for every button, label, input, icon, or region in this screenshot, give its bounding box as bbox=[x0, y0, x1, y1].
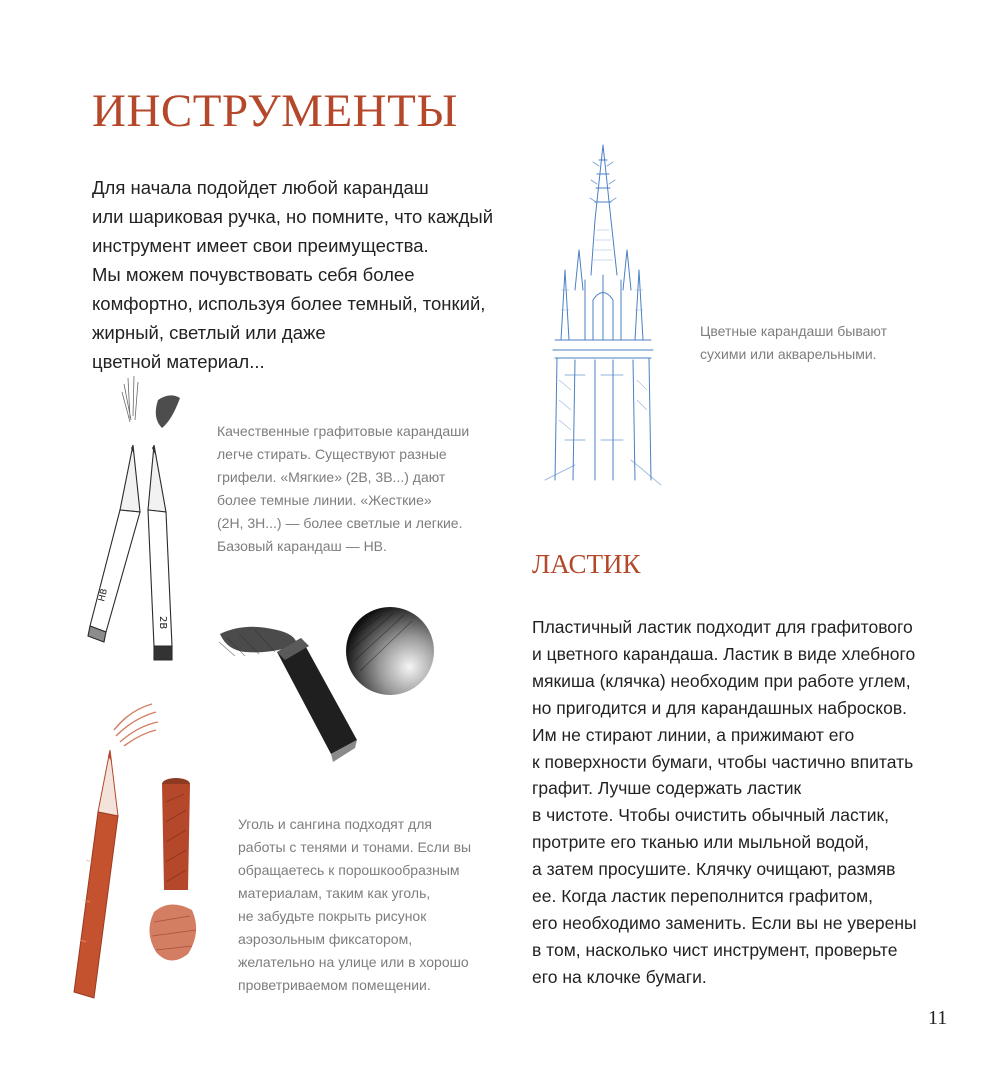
charcoal-sanguine-caption bbox=[238, 813, 471, 997]
eraser-line: но пригодится и для карандашных набросков. bbox=[532, 697, 908, 718]
eraser-line: к поверхности бумаги, чтобы частично впитать bbox=[532, 751, 914, 772]
eraser-line: а затем просушите. Клячку очищают, размяв bbox=[532, 859, 896, 880]
caption-line: Качественные графитовые карандаши bbox=[217, 423, 470, 439]
caption-line: аэрозольным фиксатором, bbox=[238, 931, 413, 947]
eraser-line: графит. Лучше содержать ластик bbox=[532, 778, 802, 799]
intro-line: комфортно, используя более темный, тонкий, bbox=[92, 293, 486, 314]
caption-line: проветриваемом помещении. bbox=[238, 977, 431, 993]
caption-line: грифели. «Мягкие» (2B, 3B...) дают bbox=[217, 469, 446, 485]
intro-line: Мы можем почувствовать себя более bbox=[92, 264, 415, 285]
eraser-line: в том, насколько чист инструмент, проверьте bbox=[532, 939, 898, 960]
caption-line: более темные линии. «Жесткие» bbox=[217, 492, 432, 508]
intro-line: инструмент имеет свои преимущества. bbox=[92, 235, 429, 256]
caption-line: легче стирать. Существуют разные bbox=[217, 446, 447, 462]
intro-line: или шариковая ручка, но помните, что каждый bbox=[92, 206, 494, 227]
caption-line: (2H, 3H...) — более светлые и легкие. bbox=[217, 515, 463, 531]
eraser-heading: ЛАСТИК bbox=[532, 549, 641, 579]
intro-line: Для начала подойдет любой карандаш bbox=[92, 177, 429, 198]
pencil-label-2b: 2B bbox=[157, 616, 168, 630]
caption-line: не забудьте покрыть рисунок bbox=[238, 908, 427, 924]
eraser-paragraph bbox=[532, 614, 917, 991]
caption-line: Базовый карандаш — HB. bbox=[217, 538, 387, 554]
eraser-line: Пластичный ластик подходит для графитового bbox=[532, 617, 913, 637]
caption-line: материалам, таким как уголь, bbox=[238, 885, 431, 901]
graphite-pencils-caption bbox=[217, 420, 469, 558]
eraser-line: Им не стирают линии, а прижимают его bbox=[532, 724, 855, 745]
graphite-pencils-illustration bbox=[78, 370, 198, 670]
caption-line: Уголь и сангина подходят для bbox=[238, 816, 432, 832]
intro-paragraph bbox=[92, 173, 522, 376]
intro-line: жирный, светлый или даже bbox=[92, 322, 326, 343]
colored-pencils-caption bbox=[700, 320, 887, 366]
eraser-line: его на клочке бумаги. bbox=[532, 966, 707, 987]
caption-line: сухими или акварельными. bbox=[700, 346, 877, 362]
shaded-sphere-illustration bbox=[342, 605, 442, 705]
pencil-label-hb: HB bbox=[97, 587, 111, 603]
spire-sketch-illustration bbox=[535, 140, 665, 500]
intro-line: цветной материал... bbox=[92, 351, 265, 372]
caption-line: работы с тенями и тонами. Если вы bbox=[238, 839, 472, 855]
caption-line: Цветные карандаши бывают bbox=[700, 323, 888, 339]
caption-line: обращаетесь к порошкообразным bbox=[238, 862, 460, 878]
caption-line: желательно на улице или в хорошо bbox=[238, 954, 469, 970]
eraser-line: его необходимо заменить. Если вы не уверены bbox=[532, 912, 917, 933]
sanguine-stick-illustration bbox=[140, 772, 210, 972]
page-number: 11 bbox=[928, 1007, 948, 1029]
eraser-line: ее. Когда ластик переполнится графитом, bbox=[532, 886, 874, 907]
eraser-line: мякиша (клячка) необходим при работе углем, bbox=[532, 670, 911, 691]
eraser-line: протрите его тканью или мыльной водой, bbox=[532, 832, 870, 853]
eraser-line: и цветного карандаша. Ластик в виде хлебного bbox=[532, 643, 916, 664]
page-title: ИНСТРУМЕНТЫ bbox=[92, 85, 458, 137]
eraser-line: в чистоте. Чтобы очистить обычный ластик, bbox=[532, 805, 890, 826]
